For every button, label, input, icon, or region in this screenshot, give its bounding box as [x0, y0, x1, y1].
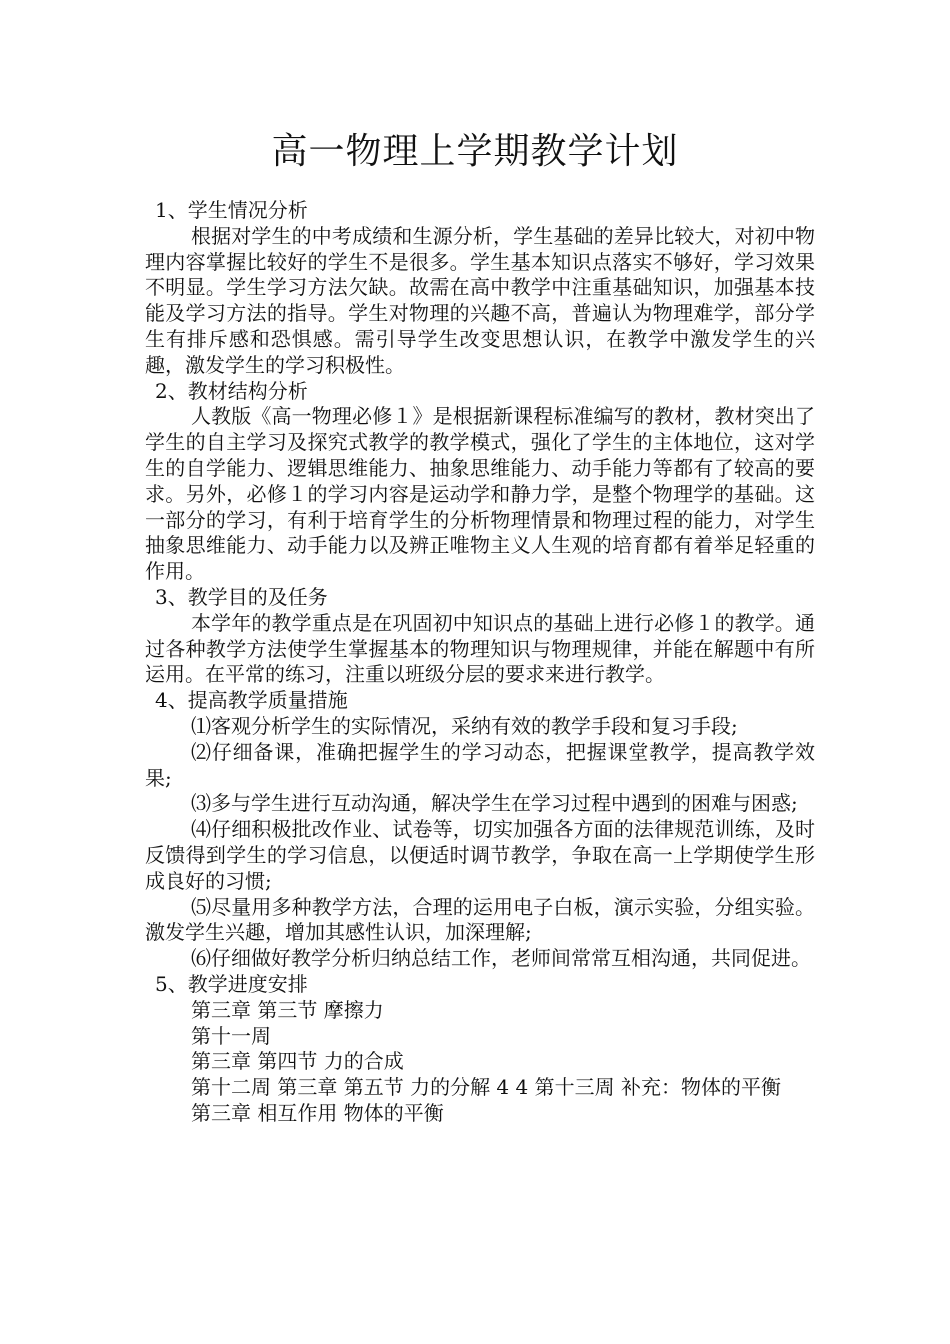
section-heading-schedule: 5、教学进度安排: [155, 971, 308, 996]
measure-item: ⑵仔细备课，准确把握学生的学习动态，把握课堂教学，提高教学效果;: [145, 739, 815, 790]
measure-item: ⑷仔细积极批改作业、试卷等，切实加强各方面的法律规范训练，及时反馈得到学生的学习信息，以便适时调节教学，争取在高一上学期使学生形成良好的习惯;: [145, 817, 815, 893]
section-heading-goals: 3、教学目的及任务: [155, 584, 328, 609]
measure-item: ⑹仔细做好教学分析归纳总结工作，老师间常常互相沟通，共同促进。: [191, 946, 811, 971]
document-title: 高一物理上学期教学计划: [271, 131, 679, 172]
paragraph: 根据对学生的中考成绩和生源分析，学生基础的差异比较大，对初中物理内容掌握比较好的学生不是很多。学生基本知识点落实不够好，学习效果不明显。学生学习方法欠缺。故需在高中教学中注重基础知识，加强基本技能及学习方法的指导。学生对物理的兴趣不高，普遍认为物理难学，部分学生有排斥感和恐惧感。需引导学生改变思想认识，在教学中激发学生的兴趣，激发学生的学习积极性。: [145, 223, 815, 377]
section-heading-measures: 4、提高教学质量措施: [155, 688, 348, 713]
measure-item: ⑴客观分析学生的实际情况，采纳有效的教学手段和复习手段;: [191, 713, 738, 738]
section-heading-student-analysis: 1、学生情况分析: [155, 198, 308, 222]
measure-item: ⑶多与学生进行互动沟通，解决学生在学习过程中遇到的困难与困惑;: [191, 791, 798, 816]
schedule-line: 第三章 第四节 力的合成: [191, 1049, 404, 1074]
schedule-line: 第十二周 第三章 第五节 力的分解 4 4 第十三周 补充：物体的平衡: [191, 1075, 781, 1100]
schedule-line: 第十一周: [191, 1023, 271, 1048]
document-body: [145, 198, 815, 1127]
paragraph: 人教版《高一物理必修１》是根据新课程标准编写的教材，教材突出了学生的自主学习及探究式教学的教学模式，强化了学生的主体地位，这对学生的自学能力、逻辑思维能力、抽象思维能力、动手能力等都有了较高的要求。另外，必修１的学习内容是运动学和静力学，是整个物理学的基础。这一部分的学习，有利于培育学生的分析物理情景和物理过程的能力，对学生抽象思维能力、动手能力以及辨正唯物主义人生观的培育都有着举足轻重的作用。: [145, 404, 815, 584]
paragraph: 本学年的教学重点是在巩固初中知识点的基础上进行必修１的教学。通过各种教学方法使学生掌握基本的物理知识与物理规律，并能在解题中有所运用。在平常的练习，注重以班级分层的要求来进行教学。: [145, 610, 815, 687]
schedule-line: 第三章 相互作用 物体的平衡: [191, 1100, 444, 1125]
measure-item: ⑸尽量用多种教学方法，合理的运用电子白板，演示实验，分组实验。激发学生兴趣，增加其感性认识，加深理解;: [145, 894, 815, 945]
schedule-line: 第三章 第三节 摩擦力: [191, 997, 384, 1022]
section-heading-textbook-analysis: 2、教材结构分析: [155, 378, 308, 403]
